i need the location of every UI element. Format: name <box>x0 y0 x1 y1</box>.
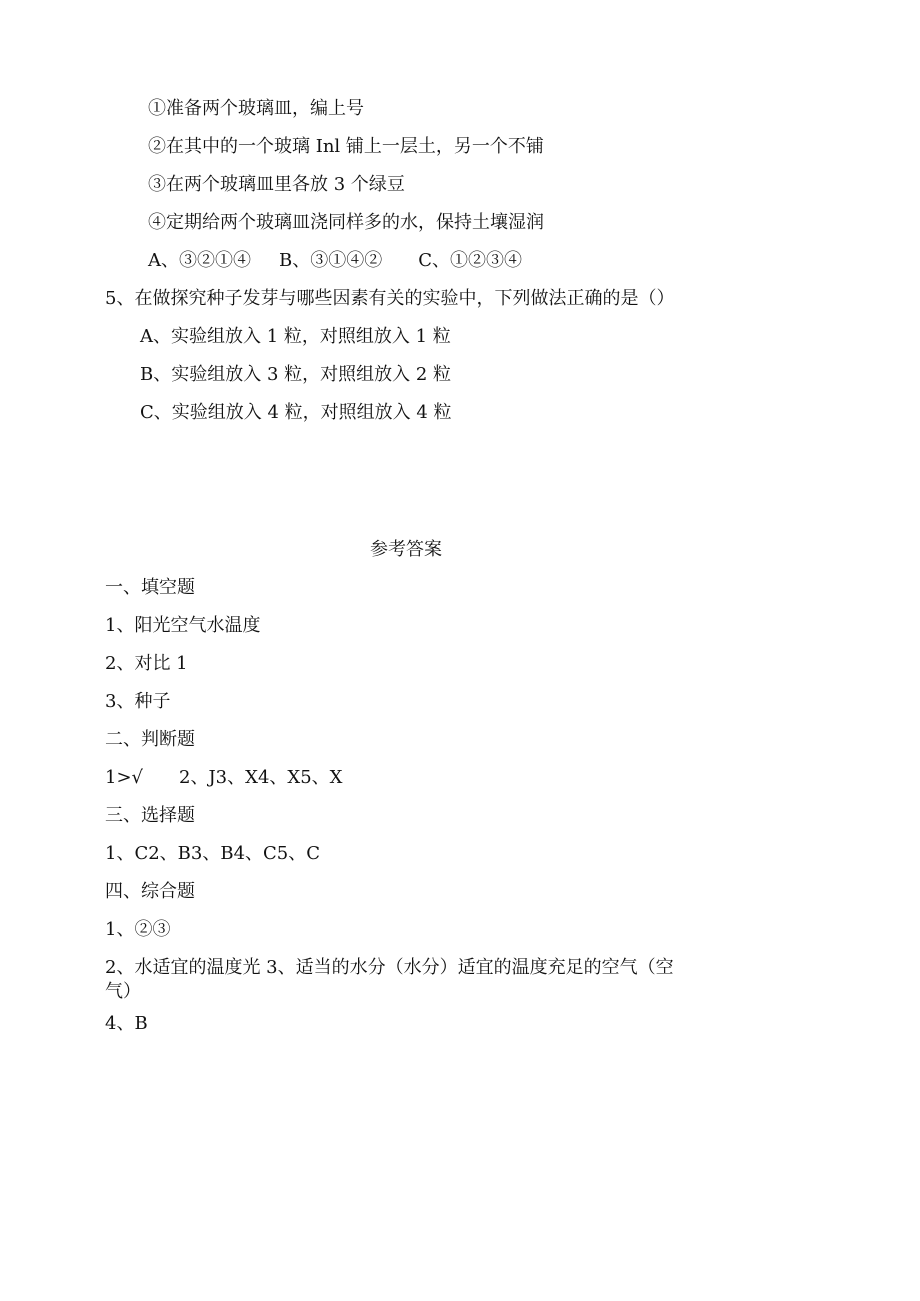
question-5-stem: 5、在做探究种子发芽与哪些因素有关的实验中，下列做法正确的是（） <box>105 288 675 309</box>
true-false-answers: 1>√ 2、J3、X4、X5、X <box>105 767 343 788</box>
section-true-false: 二、判断题 <box>105 729 195 750</box>
question-5-option-b: B、实验组放入 3 粒，对照组放入 2 粒 <box>140 364 452 385</box>
question-5-option-a: A、实验组放入 1 粒，对照组放入 1 粒 <box>140 326 451 347</box>
section-comprehensive: 四、综合题 <box>105 881 195 902</box>
step-1: ①准备两个玻璃皿，编上号 <box>148 98 364 119</box>
comprehensive-answer-4: 4、B <box>105 1013 148 1034</box>
step-4: ④定期给两个玻璃皿浇同样多的水，保持土壤湿润 <box>148 212 544 233</box>
step-2: ②在其中的一个玻璃 Inl 铺上一层土，另一个不铺 <box>148 136 544 157</box>
step-options <box>148 249 522 273</box>
section-multiple-choice: 三、选择题 <box>105 805 195 826</box>
answer-key-title: 参考答案 <box>370 539 442 560</box>
step-3: ③在两个玻璃皿里各放 3 个绿豆 <box>148 174 405 195</box>
step-option-c: C、①②③④ <box>418 250 523 271</box>
comprehensive-answer-1: 1、②③ <box>105 919 171 940</box>
comprehensive-answer-2: 2、水适宜的温度光 3、适当的水分（水分）适宜的温度充足的空气（空气） <box>105 957 674 1002</box>
fill-answer-1: 1、阳光空气水温度 <box>105 615 261 636</box>
step-option-a: A、③②①④ <box>148 250 251 271</box>
question-5-option-c: C、实验组放入 4 粒，对照组放入 4 粒 <box>140 402 452 423</box>
multiple-choice-answers: 1、C2、B3、B4、C5、C <box>105 843 321 864</box>
fill-answer-2: 2、对比 1 <box>105 653 188 674</box>
section-fill-in-blank: 一、填空题 <box>105 577 195 598</box>
step-option-b: B、③①④② <box>279 250 383 271</box>
fill-answer-3: 3、种子 <box>105 691 171 712</box>
